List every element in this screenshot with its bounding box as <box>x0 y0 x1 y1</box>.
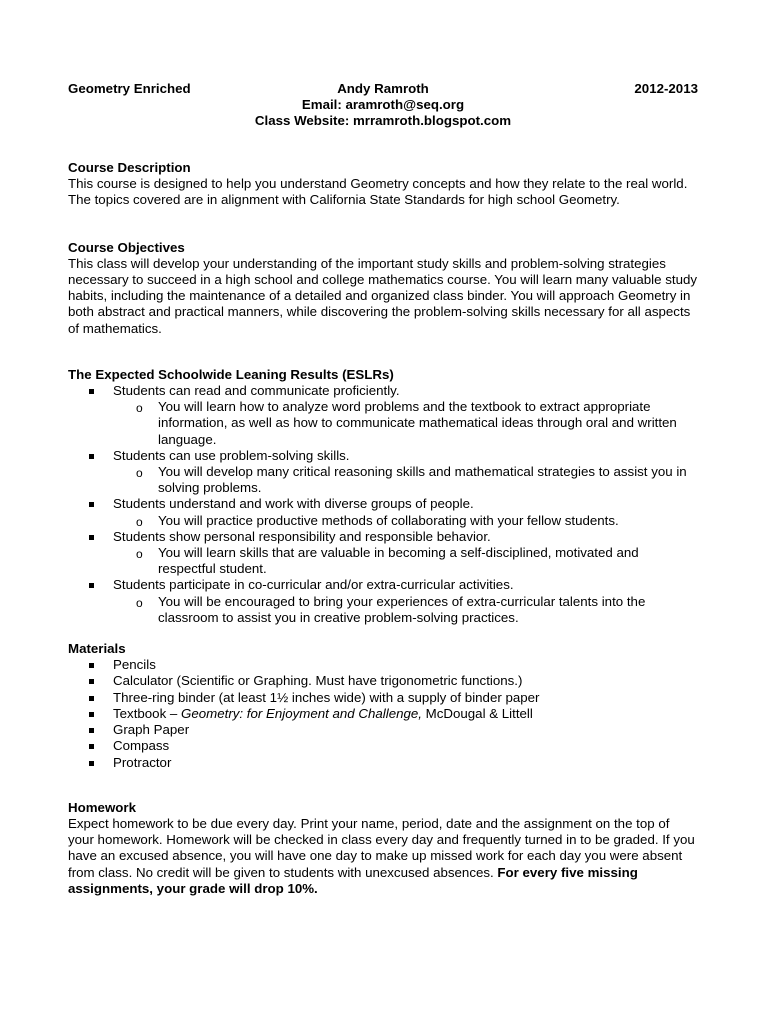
eslr-detail: You will learn skills that are valuable in becoming a self-disciplined, motivated and respectful student. <box>158 545 639 577</box>
square-bullet-icon <box>89 744 94 749</box>
textbook-publisher: McDougal & Littell <box>421 705 533 721</box>
list-item <box>113 594 698 626</box>
eslr-detail: You will practice productive methods of collaborating with your fellow students. <box>158 512 619 528</box>
circle-bullet-icon: o <box>136 401 143 416</box>
circle-bullet-icon: o <box>136 466 143 481</box>
homework-body: Expect homework to be due every day. Print your name, period, date and the assignment on the top of your homework. Homework will be checked in class every day and frequently turned in to be graded. If you have an excused absence, you will have one day to make up missed work for each day you were absent from class. No credit will be given to students with unexcused absences <box>68 815 695 880</box>
material-item: Protractor <box>113 754 172 770</box>
eslrs-title: The Expected Schoolwide Leaning Results (ESLRs) <box>68 366 394 382</box>
materials-title: Materials <box>68 641 126 657</box>
square-bullet-icon <box>89 502 94 507</box>
list-item <box>68 690 698 706</box>
course-description-title: Course Description <box>68 160 191 175</box>
eslr-detail: You will develop many critical reasoning skills and mathematical strategies to assist you in solving problems. <box>158 464 687 496</box>
list-item <box>68 577 698 626</box>
eslr-text: Students show personal responsibility and responsible behavior. <box>113 528 491 544</box>
homework-body-end: . <box>490 864 498 880</box>
square-bullet-icon <box>89 761 94 766</box>
course-objectives-section <box>68 240 698 337</box>
website-line: Class Website: mrramroth.blogspot.com <box>254 113 512 128</box>
square-bullet-icon <box>89 728 94 733</box>
header-row <box>68 81 698 97</box>
square-bullet-icon <box>89 389 94 394</box>
list-item <box>68 657 698 673</box>
circle-bullet-icon: o <box>136 547 143 562</box>
teacher-name: Andy Ramroth <box>337 81 429 96</box>
textbook-title: Geometry: for Enjoyment and Challenge, <box>181 705 422 721</box>
list-item <box>68 706 698 722</box>
list-item <box>68 448 698 497</box>
course-description-section <box>68 160 698 209</box>
eslr-text: Students participate in co-curricular and/or extra-curricular activities. <box>113 577 514 593</box>
list-item <box>68 496 698 528</box>
course-objectives-text: This class will develop your understanding of the important study skills and problem-solving strategies necessary to succeed in a high school and college mathematics course. You will learn many valuable study habits, including the maintenance of a detailed and organized class binder. You will approach Geometry in both abstract and practical manners, while discovering the problem-solving skills necessary for all aspects of mathematics. <box>68 255 698 336</box>
circle-bullet-icon: o <box>136 595 143 610</box>
list-item <box>68 383 698 448</box>
material-item: Calculator (Scientific or Graphing. Must have trigonometric functions.) <box>113 673 523 689</box>
eslr-detail: You will learn how to analyze word problems and the textbook to extract appropriate information, as well as how to communicate mathematical ideas through oral and written language. <box>158 399 677 447</box>
materials-section <box>68 641 698 771</box>
eslr-text: Students can read and communicate proficiently. <box>113 383 400 399</box>
square-bullet-icon <box>89 583 94 588</box>
material-item: Pencils <box>113 657 156 673</box>
material-item: Three-ring binder (at least 1½ inches wide) with a supply of binder paper <box>113 689 540 705</box>
homework-text <box>68 816 698 897</box>
textbook-prefix: Textbook – <box>113 705 182 721</box>
course-name: Geometry Enriched <box>68 81 191 96</box>
list-item <box>113 399 698 448</box>
square-bullet-icon <box>89 679 94 684</box>
list-item <box>68 738 698 754</box>
square-bullet-icon <box>89 696 94 701</box>
homework-section <box>68 800 698 897</box>
list-item <box>113 545 698 577</box>
square-bullet-icon <box>89 663 94 668</box>
square-bullet-icon <box>89 535 94 540</box>
materials-list <box>68 657 698 770</box>
list-item <box>68 722 698 738</box>
eslrs-list <box>68 383 698 626</box>
square-bullet-icon <box>89 712 94 717</box>
course-objectives-title: Course Objectives <box>68 239 185 255</box>
list-item <box>68 529 698 578</box>
square-bullet-icon <box>89 454 94 459</box>
eslr-detail: You will be encouraged to bring your experiences of extra-curricular talents into the classroom to assist you in creative problem-solving practices. <box>158 593 646 625</box>
list-item <box>113 513 698 529</box>
course-description-text: This course is designed to help you understand Geometry concepts and how they relate to the real world. The topics covered are in alignment with California State Standards for high school Geometry. <box>68 176 688 208</box>
list-item <box>68 755 698 771</box>
eslrs-section <box>68 367 698 626</box>
circle-bullet-icon: o <box>136 514 143 529</box>
list-item <box>113 464 698 496</box>
homework-title: Homework <box>68 799 136 815</box>
material-item: Compass <box>113 738 170 754</box>
homework-grade-policy: For every five missing assignments, your grade will drop 10%. <box>68 864 638 896</box>
eslr-text: Students can use problem-solving skills. <box>113 447 350 463</box>
school-year: 2012-2013 <box>634 81 698 96</box>
eslr-text: Students understand and work with diverse groups of people. <box>113 496 474 512</box>
email-line: Email: aramroth@seq.org <box>301 97 465 112</box>
material-item: Graph Paper <box>113 722 190 738</box>
list-item <box>68 673 698 689</box>
